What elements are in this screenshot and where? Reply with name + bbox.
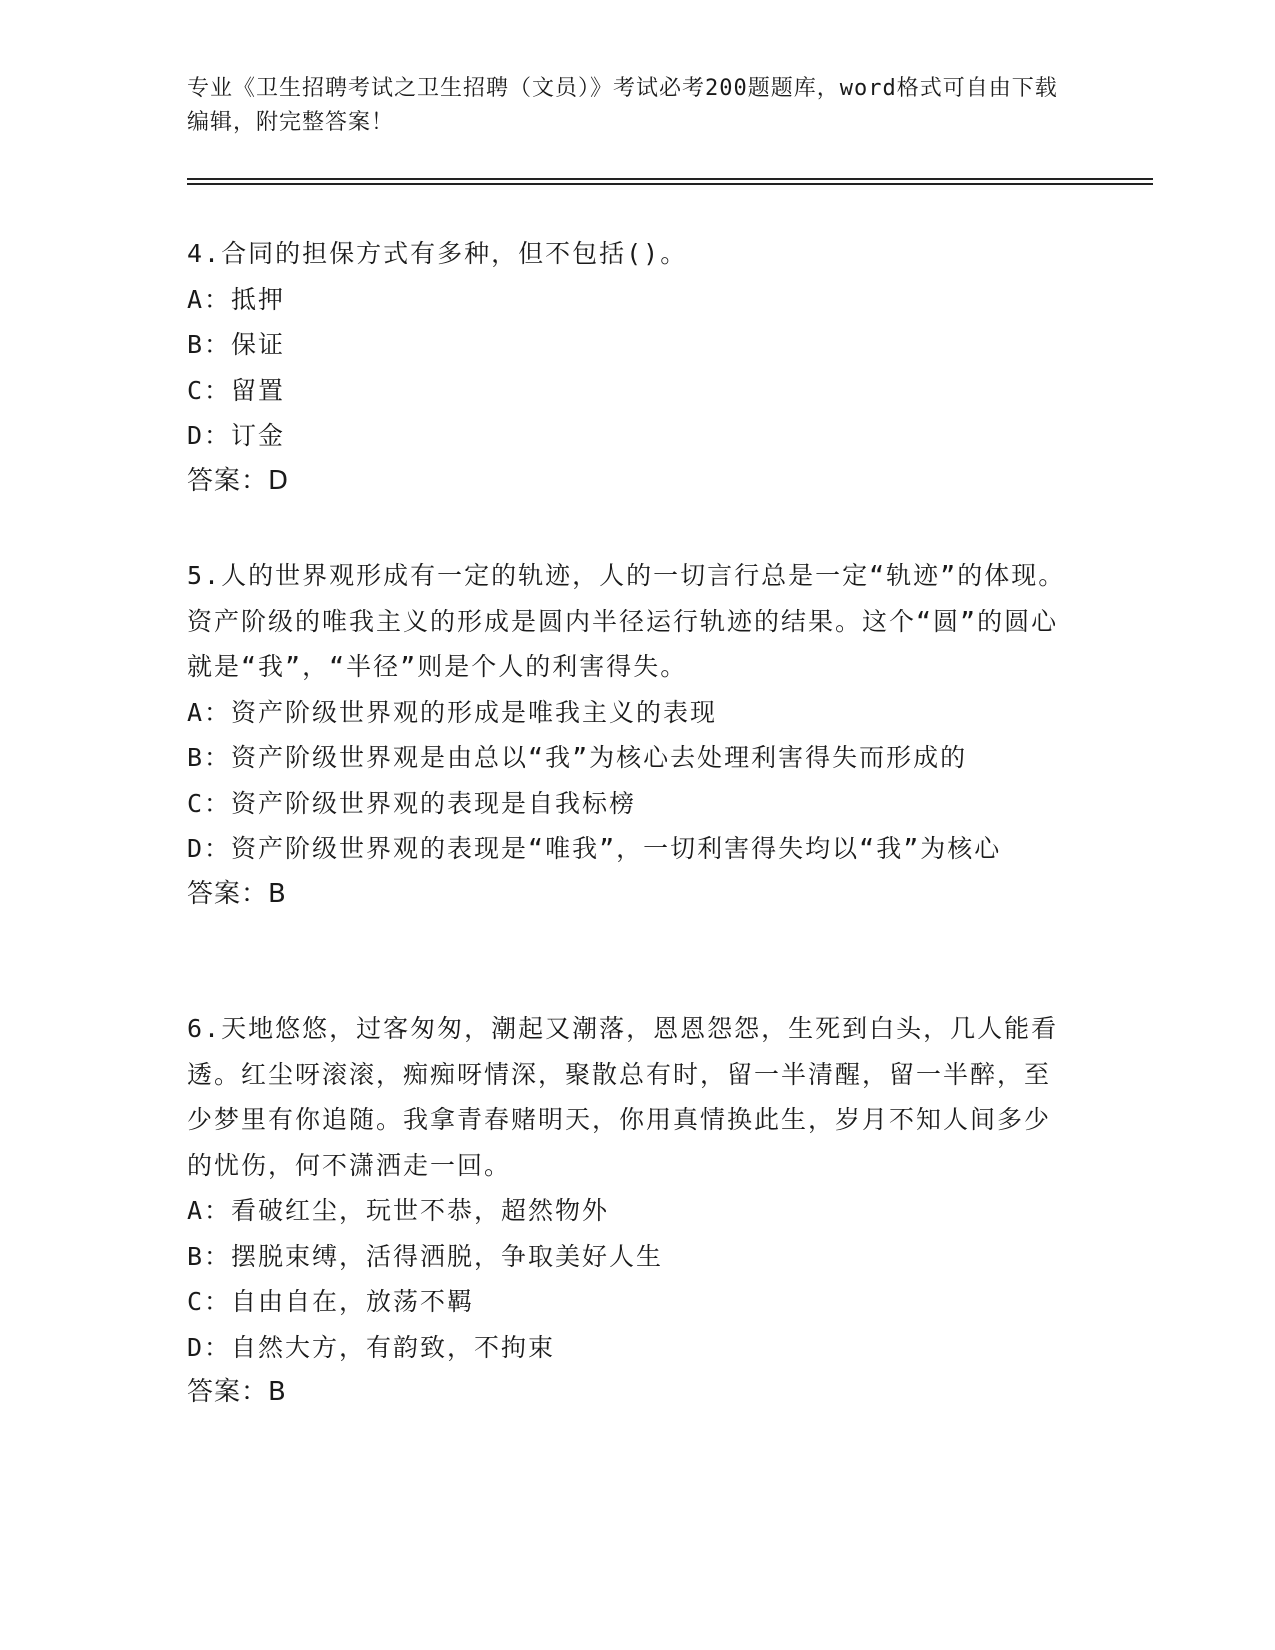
option-b: B：保证 xyxy=(187,330,286,359)
option-d: D：订金 xyxy=(187,421,286,450)
option-a: A：抵押 xyxy=(187,284,286,314)
question-stem: 5.人的世界观形成有一定的轨迹，人的一切言行总是一定“轨迹”的体现。资产阶级的唯我主义的形成是圆内半径运行轨迹的结果。这个“圆”的圆心就是“我”，“半径”则是个人的利害得失。 xyxy=(187,561,1066,681)
option-a: A：资产阶级世界观的形成是唯我主义的表现 xyxy=(187,697,718,727)
question-4 xyxy=(187,231,1067,504)
question-stem: 4.合同的担保方式有多种，但不包括()。 xyxy=(187,239,688,268)
answer-line: 答案：B xyxy=(187,1377,287,1407)
answer-line: 答案：D xyxy=(187,465,290,496)
option-d: D：资产阶级世界观的表现是“唯我”，一切利害得失均以“我”为核心 xyxy=(187,834,1002,863)
document-header xyxy=(187,72,1067,140)
option-c: C：资产阶级世界观的表现是自我标榜 xyxy=(187,788,637,818)
option-a: A：看破红尘，玩世不恭，超然物外 xyxy=(187,1196,610,1225)
question-5 xyxy=(187,553,1067,917)
option-b: B：资产阶级世界观是由总以“我”为核心去处理利害得失而形成的 xyxy=(187,743,968,772)
option-b: B：摆脱束缚，活得洒脱，争取美好人生 xyxy=(187,1241,664,1271)
option-c: C：自由自在，放荡不羁 xyxy=(187,1287,475,1316)
option-c: C：留置 xyxy=(187,375,286,405)
header-title: 专业《卫生招聘考试之卫生招聘（文员）》考试必考200题题库，word格式可自由下载编辑，附完整答案！ xyxy=(187,76,1058,135)
option-d: D：自然大方，有韵致，不拘束 xyxy=(187,1332,556,1362)
question-stem: 6.天地悠悠，过客匆匆，潮起又潮落，恩恩怨怨，生死到白头，几人能看透。红尘呀滚滚，痴痴呀情深，聚散总有时，留一半清醒，留一半醉，至少梦里有你追随。我拿青春赌明天，你用真情换此生，岁月不知人间多少的忧伤，何不潇洒走一回。 xyxy=(187,1014,1059,1180)
header-divider-top xyxy=(187,178,1153,180)
question-6 xyxy=(187,1006,1067,1416)
answer-line: 答案：B xyxy=(187,878,287,909)
header-divider-bottom xyxy=(187,183,1153,185)
